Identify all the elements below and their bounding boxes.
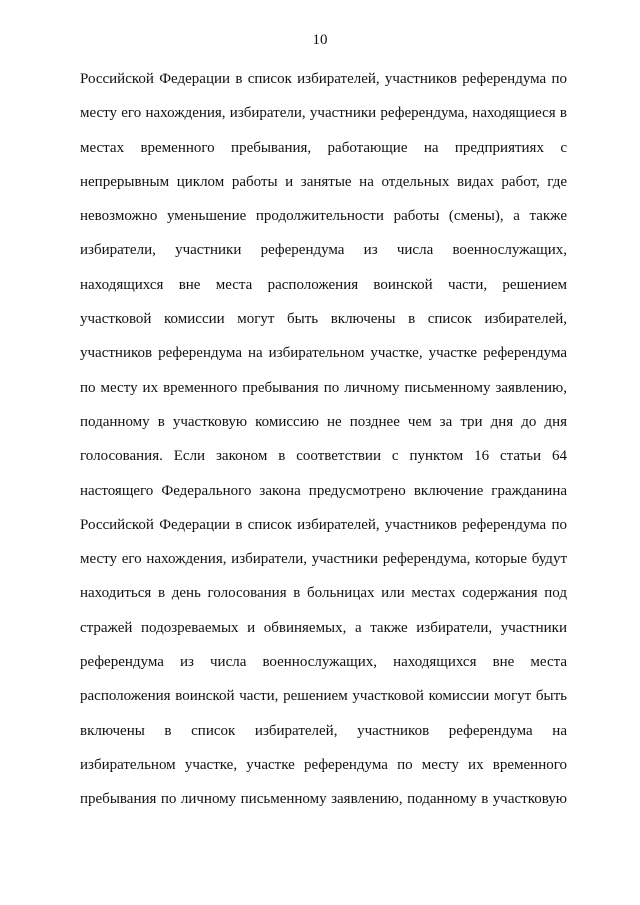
page-number: 10 [312, 32, 328, 48]
text-line: непрерывным циклом работы и занятые на отдельных видах работ, где [80, 173, 567, 190]
text-line: месту его нахождения, избиратели, участники референдума, находящиеся в [80, 105, 567, 122]
text-line: пребывания по личному письменному заявлению, поданному в участковую [80, 791, 567, 808]
text-line: находиться в день голосования в больницах или местах содержания под [80, 585, 567, 602]
document-body [80, 69, 567, 824]
text-line: избирательном участке, участке референдума по месту их временного [80, 756, 567, 773]
text-line: местах временного пребывания, работающие на предприятиях с [80, 139, 567, 156]
text-line: месту его нахождения, избиратели, участники референдума, которые будут [80, 551, 567, 568]
text-line: избиратели, участники референдума из числа военнослужащих, [80, 242, 567, 259]
text-line: невозможно уменьшение продолжительности работы (смены), а также [80, 208, 567, 225]
text-line: стражей подозреваемых и обвиняемых, а также избиратели, участники [80, 619, 567, 636]
text-line: настоящего Федерального закона предусмотрено включение гражданина [80, 482, 567, 499]
text-line: расположения воинской части, решением участковой комиссии могут быть [80, 688, 567, 705]
text-line: включены в список избирателей, участников референдума на [80, 722, 567, 739]
text-line: по месту их временного пребывания по личному письменному заявлению, [80, 379, 567, 396]
text-line: Российской Федерации в список избирателей, участников референдума по [80, 71, 567, 87]
text-line: голосования. Если законом в соответствии с пунктом 16 статьи 64 [80, 448, 567, 465]
text-line: Российской Федерации в список избирателей, участников референдума по [80, 516, 567, 533]
text-line: участников референдума на избирательном участке, участке референдума [80, 345, 567, 362]
text-line: находящихся вне места расположения воинской части, решением [80, 276, 567, 293]
text-line: референдума из числа военнослужащих, находящихся вне места [80, 654, 567, 671]
text-line: поданному в участковую комиссию не позднее чем за три дня до дня [80, 413, 567, 430]
text-line: участковой комиссии могут быть включены в список избирателей, [80, 311, 567, 328]
